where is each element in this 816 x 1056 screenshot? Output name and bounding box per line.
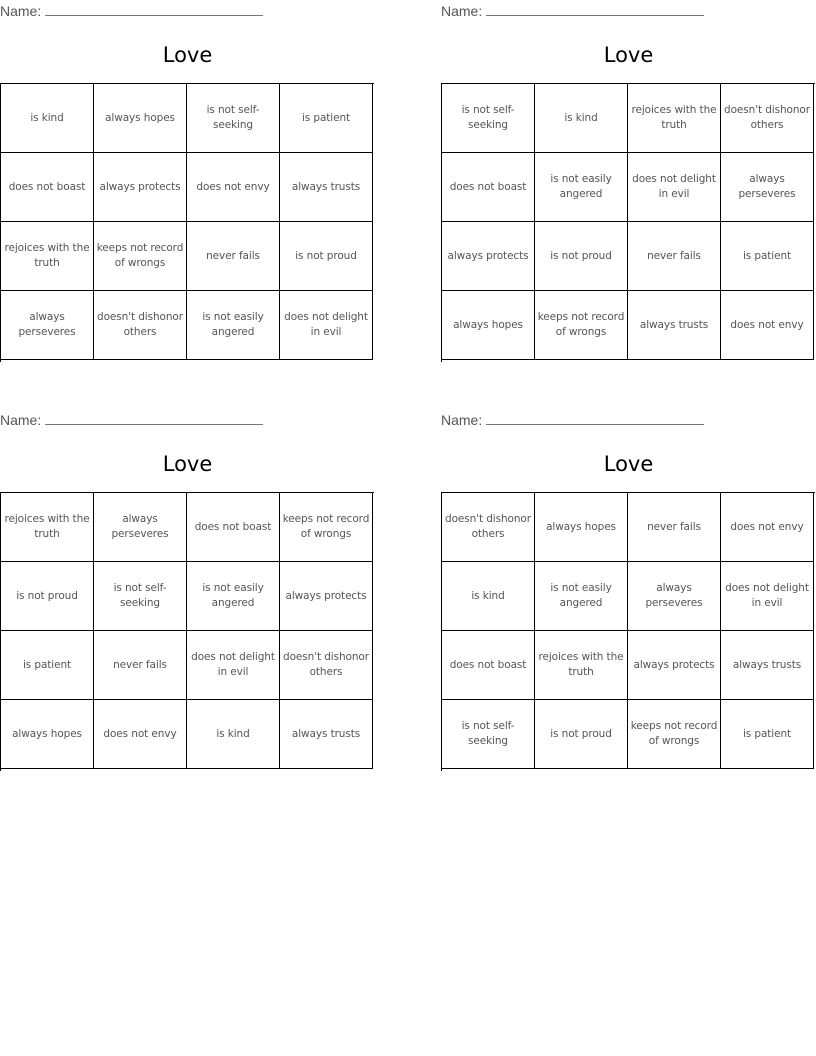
bingo-cell: always hopes xyxy=(535,493,628,562)
bingo-cell: always hopes xyxy=(1,700,94,769)
bingo-cell: is not proud xyxy=(535,700,628,769)
bingo-cell: always perseveres xyxy=(721,153,814,222)
bingo-cell: rejoices with the truth xyxy=(535,631,628,700)
name-field[interactable] xyxy=(0,2,263,20)
card-title: Love xyxy=(603,452,654,476)
bingo-cell: keeps not record of wrongs xyxy=(280,493,373,562)
bingo-grid xyxy=(441,83,815,362)
bingo-grid xyxy=(441,492,815,771)
bingo-cell: does not delight in evil xyxy=(721,562,814,631)
name-blank-line[interactable] xyxy=(486,2,704,16)
bingo-cell: is patient xyxy=(1,631,94,700)
bingo-cell: keeps not record of wrongs xyxy=(535,291,628,360)
bingo-cell: does not boast xyxy=(442,153,535,222)
bingo-cell: always trusts xyxy=(280,700,373,769)
name-blank-line[interactable] xyxy=(45,2,263,16)
bingo-card-2 xyxy=(441,0,816,370)
name-blank-line[interactable] xyxy=(486,411,704,425)
bingo-cell: does not delight in evil xyxy=(628,153,721,222)
card-title: Love xyxy=(603,43,654,67)
bingo-cell: is not self-seeking xyxy=(442,84,535,153)
card-title: Love xyxy=(162,43,213,67)
bingo-cell: doesn't dishonor others xyxy=(94,291,187,360)
bingo-cell: does not envy xyxy=(721,291,814,360)
name-blank-line[interactable] xyxy=(45,411,263,425)
bingo-cell: doesn't dishonor others xyxy=(442,493,535,562)
bingo-cell: is not self-seeking xyxy=(94,562,187,631)
bingo-cell: does not envy xyxy=(721,493,814,562)
bingo-cell: keeps not record of wrongs xyxy=(628,700,721,769)
bingo-cell: does not boast xyxy=(187,493,280,562)
bingo-cell: does not envy xyxy=(94,700,187,769)
bingo-cell: is not easily angered xyxy=(187,291,280,360)
bingo-cell: never fails xyxy=(94,631,187,700)
card-title: Love xyxy=(162,452,213,476)
bingo-grid xyxy=(0,83,374,362)
bingo-cell: is kind xyxy=(535,84,628,153)
name-field[interactable] xyxy=(0,411,263,429)
bingo-cell: is kind xyxy=(442,562,535,631)
bingo-cell: is not proud xyxy=(1,562,94,631)
name-label: Name: xyxy=(0,3,42,19)
bingo-card-4 xyxy=(441,409,816,779)
bingo-cell: always protects xyxy=(280,562,373,631)
bingo-cell: is not easily angered xyxy=(187,562,280,631)
bingo-cell: always trusts xyxy=(280,153,373,222)
bingo-cell: never fails xyxy=(187,222,280,291)
bingo-cell: always protects xyxy=(628,631,721,700)
bingo-cell: doesn't dishonor others xyxy=(280,631,373,700)
bingo-cell: rejoices with the truth xyxy=(1,222,94,291)
bingo-card-3 xyxy=(0,409,375,779)
bingo-cell: always hopes xyxy=(442,291,535,360)
bingo-cell: does not envy xyxy=(187,153,280,222)
bingo-cell: is not easily angered xyxy=(535,562,628,631)
bingo-cell: does not boast xyxy=(442,631,535,700)
bingo-cell: always trusts xyxy=(721,631,814,700)
bingo-cell: always protects xyxy=(94,153,187,222)
bingo-card-1 xyxy=(0,0,375,370)
bingo-cell: is patient xyxy=(721,700,814,769)
bingo-cell: is not easily angered xyxy=(535,153,628,222)
bingo-cell: is patient xyxy=(721,222,814,291)
name-field[interactable] xyxy=(441,411,704,429)
bingo-cell: is not proud xyxy=(535,222,628,291)
bingo-cell: does not delight in evil xyxy=(187,631,280,700)
bingo-cell: doesn't dishonor others xyxy=(721,84,814,153)
bingo-cell: is not proud xyxy=(280,222,373,291)
name-label: Name: xyxy=(0,412,42,428)
bingo-cell: rejoices with the truth xyxy=(1,493,94,562)
bingo-cell: always perseveres xyxy=(94,493,187,562)
bingo-cell: is not self-seeking xyxy=(187,84,280,153)
bingo-cell: always protects xyxy=(442,222,535,291)
bingo-cell: does not boast xyxy=(1,153,94,222)
bingo-cell: always perseveres xyxy=(628,562,721,631)
bingo-cell: rejoices with the truth xyxy=(628,84,721,153)
name-label: Name: xyxy=(441,3,483,19)
bingo-cell: always hopes xyxy=(94,84,187,153)
bingo-cell: is kind xyxy=(187,700,280,769)
bingo-cell: keeps not record of wrongs xyxy=(94,222,187,291)
bingo-cell: is not self-seeking xyxy=(442,700,535,769)
bingo-cell: is kind xyxy=(1,84,94,153)
bingo-cell: never fails xyxy=(628,222,721,291)
bingo-cell: does not delight in evil xyxy=(280,291,373,360)
bingo-cell: never fails xyxy=(628,493,721,562)
name-field[interactable] xyxy=(441,2,704,20)
bingo-cell: is patient xyxy=(280,84,373,153)
bingo-cell: always perseveres xyxy=(1,291,94,360)
name-label: Name: xyxy=(441,412,483,428)
bingo-grid xyxy=(0,492,374,771)
bingo-cell: always trusts xyxy=(628,291,721,360)
